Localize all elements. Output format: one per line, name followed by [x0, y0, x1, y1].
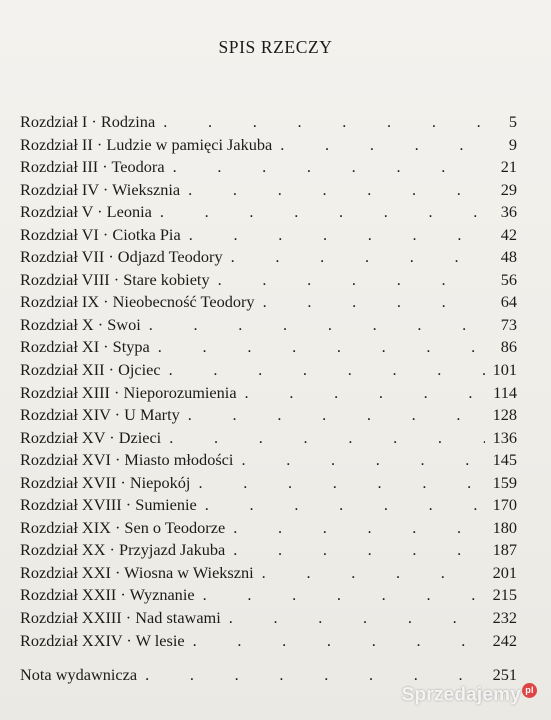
leader-dots: [231, 247, 485, 267]
toc-chapter-label: Rozdział IX · Nieobecność Teodory: [20, 292, 255, 312]
toc-row: [20, 135, 517, 158]
leader-dots: [263, 292, 485, 312]
toc-chapter-label: Rozdział XIX · Sen o Teodorze: [20, 517, 226, 537]
toc-chapter-label: Rozdział XI · Stypa: [20, 337, 150, 357]
watermark-text: Sprzedajemy: [401, 684, 521, 705]
toc-row: [20, 337, 517, 360]
toc-chapter-label: Rozdział VII · Odjazd Teodory: [20, 247, 223, 267]
toc-entries: [20, 112, 517, 653]
toc-page-number: 136: [492, 427, 517, 447]
toc-row: [20, 495, 517, 518]
toc-page-number: 64: [500, 292, 517, 312]
leader-dots: [173, 157, 485, 177]
table-of-contents: [20, 112, 517, 688]
toc-row: [20, 631, 517, 654]
watermark-logo: [402, 683, 537, 706]
toc-row: [20, 608, 517, 631]
leader-dots: [158, 337, 485, 357]
toc-page-number: 215: [492, 585, 517, 605]
toc-chapter-label: Rozdział I · Rodzina: [20, 112, 156, 131]
toc-page-number: 101: [492, 360, 517, 380]
toc-row: [20, 157, 517, 180]
leader-dots: [280, 135, 485, 155]
toc-chapter-label: Rozdział XXII · Wyznanie: [20, 585, 195, 605]
leader-dots: [203, 585, 485, 605]
toc-chapter-label: Rozdział XV · Dzieci: [20, 427, 162, 447]
leader-dots: [233, 540, 485, 560]
toc-row: [20, 585, 517, 608]
toc-page-number: 180: [492, 517, 517, 537]
toc-chapter-label: Rozdział IV · Wieksznia: [20, 179, 181, 199]
toc-chapter-label: Rozdział XVI · Miasto młodości: [20, 450, 234, 470]
toc-chapter-label: Rozdział III · Teodora: [20, 157, 165, 177]
toc-note-label: Nota wydawnicza: [20, 665, 138, 685]
toc-page-number: 145: [492, 450, 517, 470]
toc-row: [20, 428, 517, 451]
leader-dots: [169, 428, 485, 448]
leader-dots: [193, 631, 485, 651]
toc-page-number: 86: [500, 337, 517, 357]
leader-dots: [233, 518, 485, 538]
toc-row: [20, 518, 517, 541]
toc-page-number: 5: [508, 112, 517, 131]
toc-page-number: 114: [493, 382, 517, 402]
toc-row: [20, 180, 517, 203]
toc-chapter-label: Rozdział X · Swoi: [20, 314, 141, 334]
toc-row: [20, 315, 517, 338]
leader-dots: [188, 405, 485, 425]
toc-chapter-label: Rozdział V · Leonia: [20, 202, 152, 222]
toc-chapter-label: Rozdział VIII · Stare kobiety: [20, 269, 210, 289]
toc-chapter-label: Rozdział II · Ludzie w pamięci Jakuba: [20, 134, 273, 154]
toc-spacer: [20, 653, 517, 665]
toc-row: [20, 473, 517, 496]
toc-row: [20, 225, 517, 248]
toc-chapter-label: Rozdział XIII · Nieporozumienia: [20, 382, 237, 402]
toc-chapter-label: Rozdział XX · Przyjazd Jakuba: [20, 540, 226, 560]
toc-page-number: 73: [500, 314, 517, 334]
toc-page-number: 242: [492, 630, 517, 650]
toc-chapter-label: Rozdział XXI · Wiosna w Wiekszni: [20, 562, 254, 582]
toc-page-number: 36: [500, 202, 517, 222]
leader-dots: [198, 473, 485, 493]
leader-dots: [163, 112, 485, 132]
leader-dots: [218, 270, 485, 290]
toc-page-number: 29: [500, 179, 517, 199]
leader-dots: [169, 360, 485, 380]
toc-chapter-label: Rozdział XII · Ojciec: [20, 360, 161, 380]
leader-dots: [262, 563, 485, 583]
toc-chapter-label: Rozdział XVII · Niepokój: [20, 472, 191, 492]
leader-dots: [188, 180, 485, 200]
toc-row: [20, 563, 517, 586]
leader-dots: [189, 225, 485, 245]
toc-page-number: 9: [508, 134, 517, 154]
toc-page-number: 232: [492, 608, 517, 628]
toc-page-number: 187: [492, 540, 517, 560]
toc-chapter-label: Rozdział XXIV · W lesie: [20, 630, 185, 650]
leader-dots: [160, 202, 485, 222]
toc-page-number: 159: [492, 472, 517, 492]
toc-chapter-label: Rozdział XXIII · Nad stawami: [20, 608, 221, 628]
leader-dots: [205, 495, 485, 515]
leader-dots: [229, 608, 485, 628]
toc-row: [20, 383, 517, 406]
toc-page-number: 56: [500, 269, 517, 289]
toc-row: [20, 292, 517, 315]
toc-note-page: 251: [492, 665, 517, 685]
leader-dots: [241, 450, 485, 470]
toc-page-number: 128: [492, 405, 517, 425]
toc-page-number: 48: [500, 247, 517, 267]
toc-page-number: 42: [500, 224, 517, 244]
toc-row: [20, 202, 517, 225]
page-title: SPIS RZECZY: [218, 37, 333, 57]
leader-dots: [149, 315, 485, 335]
toc-page-number: 170: [492, 495, 517, 515]
leader-dots: [245, 383, 485, 403]
watermark-badge: pl: [522, 683, 537, 698]
toc-row: [20, 270, 517, 293]
toc-page-number: 21: [500, 157, 517, 177]
toc-page-number: 201: [492, 562, 517, 582]
toc-chapter-label: Rozdział XVIII · Sumienie: [20, 495, 197, 515]
toc-row: [20, 405, 517, 428]
toc-row: [20, 540, 517, 563]
toc-row: [20, 360, 517, 383]
toc-row: [20, 247, 517, 270]
toc-chapter-label: Rozdział VI · Ciotka Pia: [20, 224, 181, 244]
toc-chapter-label: Rozdział XIV · U Marty: [20, 405, 180, 425]
toc-row: [20, 112, 517, 135]
toc-row: [20, 450, 517, 473]
